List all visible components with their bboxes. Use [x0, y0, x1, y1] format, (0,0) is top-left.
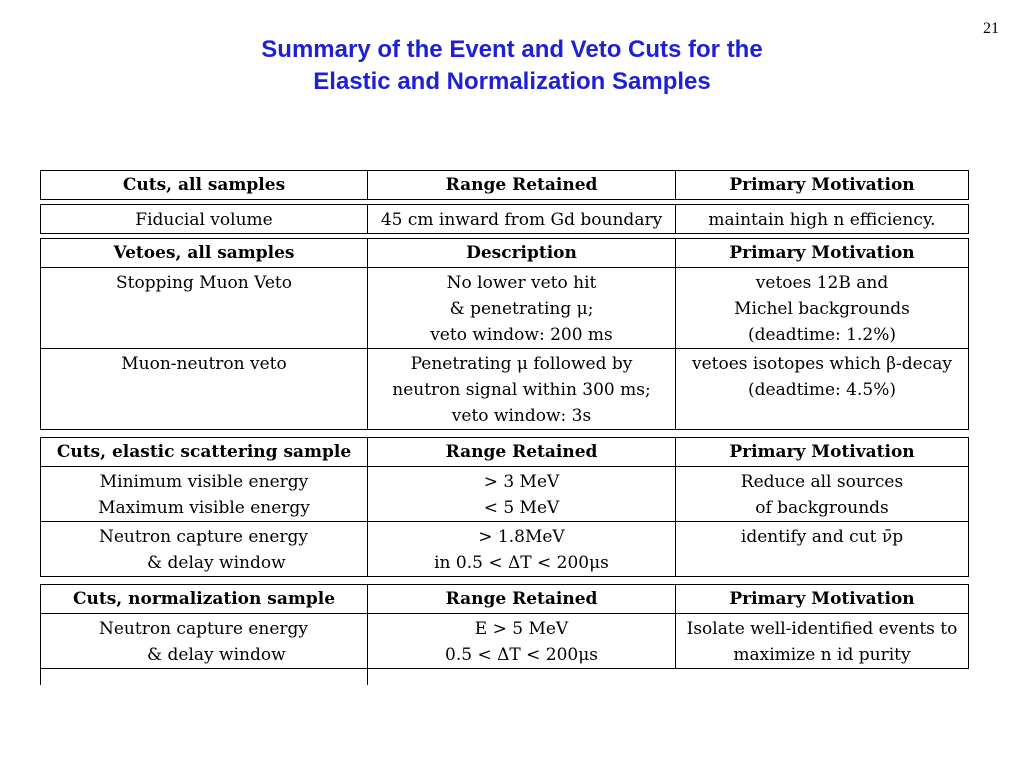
cell-visible-energy-motivation: Reduce all sources of backgrounds	[676, 467, 969, 522]
normalization-table	[40, 584, 969, 685]
cell-stopping-muon-motivation: vetoes 12B and Michel backgrounds (deadtime: 1.2%)	[676, 268, 969, 349]
cuts-all-samples-table	[40, 204, 969, 234]
empty-cell	[41, 669, 368, 686]
header-primary-motivation: Primary Motivation	[676, 585, 969, 614]
cell-muon-neutron-motivation: vetoes isotopes which β-decay (deadtime: 4.5%)	[676, 349, 969, 430]
page-number: 21	[983, 20, 999, 37]
header-vetoes-all-samples: Vetoes, all samples	[41, 239, 368, 268]
header-primary-motivation: Primary Motivation	[676, 171, 969, 200]
header-range-retained: Range Retained	[368, 171, 676, 200]
cell-muon-neutron-description: Penetrating μ followed by neutron signal within 300 ms; veto window: 3s	[368, 349, 676, 430]
slide-title	[0, 34, 1024, 98]
cell-norm-neutron-capture-cut: Neutron capture energy & delay window	[41, 614, 368, 669]
elastic-scattering-table	[40, 437, 969, 577]
cell-stopping-muon-veto: Stopping Muon Veto	[41, 268, 368, 349]
header-range-retained: Range Retained	[368, 438, 676, 467]
header-cuts-all-samples: Cuts, all samples	[41, 171, 368, 200]
cell-neutron-capture-range: > 1.8MeV in 0.5 < ΔT < 200μs	[368, 522, 676, 577]
table-row	[41, 467, 969, 522]
cell-fiducial-volume: Fiducial volume	[41, 205, 368, 234]
table-row	[41, 268, 969, 349]
header-primary-motivation: Primary Motivation	[676, 239, 969, 268]
empty-cell	[676, 669, 969, 686]
cuts-tables	[40, 170, 968, 685]
cell-muon-neutron-veto: Muon-neutron veto	[41, 349, 368, 430]
table-row	[41, 205, 969, 234]
cell-neutron-capture-cut: Neutron capture energy & delay window	[41, 522, 368, 577]
header-cuts-elastic-sample: Cuts, elastic scattering sample	[41, 438, 368, 467]
header-range-retained: Range Retained	[368, 585, 676, 614]
vetoes-table	[40, 238, 969, 430]
header-cuts-normalization-sample: Cuts, normalization sample	[41, 585, 368, 614]
table-row	[41, 349, 969, 430]
header-primary-motivation: Primary Motivation	[676, 438, 969, 467]
table-row	[41, 522, 969, 577]
cell-stopping-muon-description: No lower veto hit & penetrating μ; veto window: 200 ms	[368, 268, 676, 349]
cell-fiducial-range: 45 cm inward from Gd boundary	[368, 205, 676, 234]
cell-fiducial-motivation: maintain high n efficiency.	[676, 205, 969, 234]
cuts-all-samples-header-table	[40, 170, 969, 200]
header-description: Description	[368, 239, 676, 268]
title-line-2: Elastic and Normalization Samples	[313, 68, 711, 95]
cell-norm-neutron-capture-range: E > 5 MeV 0.5 < ΔT < 200μs	[368, 614, 676, 669]
cell-visible-energy-range: > 3 MeV < 5 MeV	[368, 467, 676, 522]
table-row	[41, 669, 969, 686]
empty-cell	[368, 669, 676, 686]
cell-neutron-capture-motivation: identify and cut ν̄p	[676, 522, 969, 577]
cell-visible-energy-cuts: Minimum visible energy Maximum visible energy	[41, 467, 368, 522]
title-line-1: Summary of the Event and Veto Cuts for the	[261, 36, 763, 63]
cell-norm-neutron-capture-motivation: Isolate well-identified events to maximize n id purity	[676, 614, 969, 669]
table-row	[41, 614, 969, 669]
